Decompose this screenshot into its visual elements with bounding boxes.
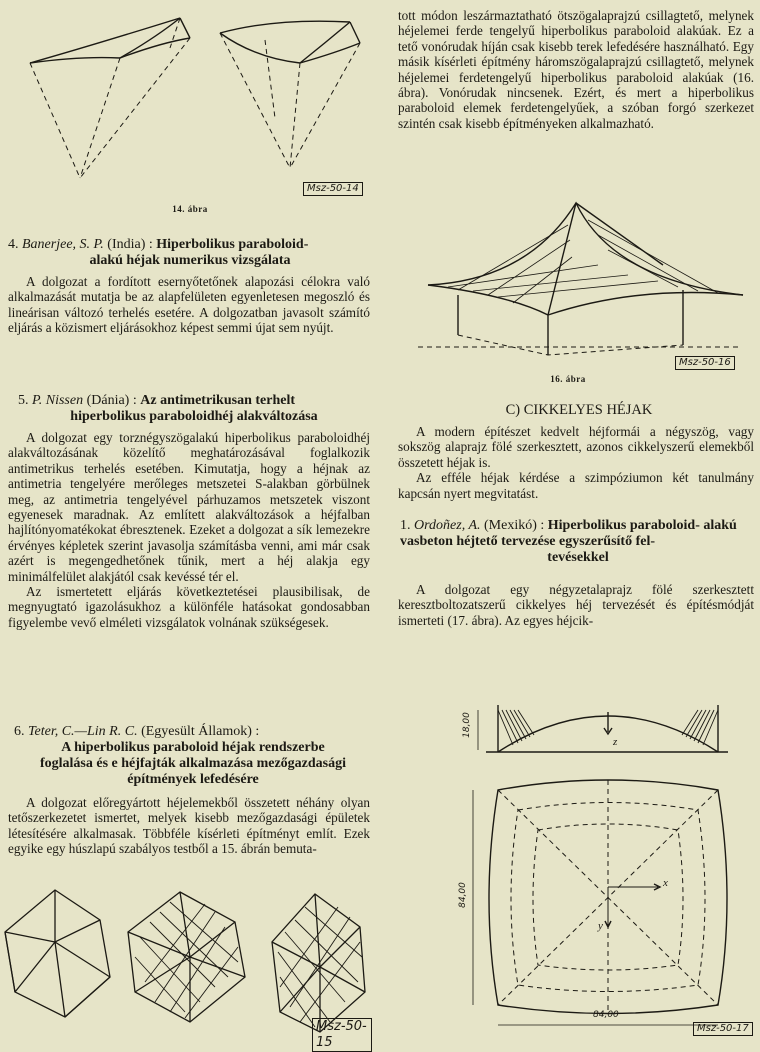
figure-17-axis-y: y xyxy=(598,920,603,932)
section-4-title-2: alakú héjak numerikus vizsgálata xyxy=(89,253,291,268)
section-5-paragraph-1: A dolgozat egy torznégyszögalakú hiperbolikus paraboloidhéj alakváltozásának közelítő meghatározásával foglalkozik antimetrikus terhelés esetében. Kimutatja, hogy a héjnak az antimetria tengelyére merőleges metszetei S-alakban görbülnek meg, az antimetria tengelyével párhuzamos metszetek viszont egyenesek maradnak. Az említett alakváltozások a héjfalban hajlítónyomatékokat ébresztenek. Ezeket a dolgozat a sík lemezekre érvényes képletek szerint javasolja számításba venni, ami már csak azért is megengedhetőnek tűnik, mert a héj alakja egy minimálfelület alakjától csak kevéssé tér el. xyxy=(8,430,370,584)
section-6-title-2: foglalása és e héjfajták alkalmazása mezőgazdasági xyxy=(39,756,347,771)
figure-16-drawing xyxy=(398,195,758,370)
figure-16-caption: 16. ábra xyxy=(550,374,586,384)
section-5-heading xyxy=(18,393,370,425)
section-4-country: (India) : xyxy=(107,237,153,252)
section-c1-title-2: alakú vasbeton héjtető tervezése egyszerűsítő fel- xyxy=(400,518,737,549)
section-5-number: 5. xyxy=(18,393,29,408)
continued-paragraph-text: tott módon leszármaztatható ötszögalaprajzú csillagtető, melynek héjelemei ferde tengelyű hiperbolikus paraboloid alakúak. Ez a tető vonórudak híján csak kisebb terek lefedésére használható. Egy másik kísérleti építmény háromszögalaprajzú csillagtető, melynek héjelemei ferdetengelyű hiperbolikus paraboloid alakúak (16. ábra). Vonórudak nincsenek. Ezért, és mert a hiperbolikus paraboloid elemek ferdetengelyűek, a szóban forgó szerkezet szintén csak kisebb építményeken alkalmazható. xyxy=(398,8,754,131)
section-c-paragraph-1: A modern építészet kedvelt héjformái a négyszög, vagy sokszög alaprajz fölé szerkesztett, azonos cikkelyszerű elemekből összetett héjak is. xyxy=(398,424,754,470)
section-c-body xyxy=(398,424,754,501)
figure-17 xyxy=(458,650,758,1038)
section-6-number: 6. xyxy=(14,724,25,739)
figure-15-drawing xyxy=(0,882,372,1038)
section-c1-title-3: tevésekkel xyxy=(547,550,609,565)
section-4-title-1: Hiperbolikus paraboloid- xyxy=(156,237,309,252)
figure-15-stamp: Msz-50-15 xyxy=(312,1018,372,1052)
section-c-title: C) CIKKELYES HÉJAK xyxy=(505,402,653,418)
section-6-paragraph: A dolgozat előregyártott héjelemekből összetett néhány olyan tetőszerkezetet ismertet, melyek kisebb mezőgazdasági épületek létesítésére alkalmasak. Többféle kísérleti építményt említ. Ezek egyike egy húszlapú szabályos testből a 15. ábrán bemuta- xyxy=(8,795,370,857)
figure-14-drawing xyxy=(20,8,370,203)
section-6-heading xyxy=(14,724,372,788)
section-5-country: (Dánia) : xyxy=(86,393,137,408)
figure-16 xyxy=(398,195,758,370)
section-6-author: Teter, C.—Lin R. C. xyxy=(28,724,138,739)
section-5-title-1: Az antimetrikusan terhelt xyxy=(140,393,296,408)
section-5-title-2: hiperbolikus paraboloidhéj alakváltozása xyxy=(70,409,318,424)
section-4-heading xyxy=(8,237,372,269)
figure-14-stamp: Msz-50-14 xyxy=(303,182,363,196)
section-c1-heading xyxy=(400,518,756,566)
figure-17-dim-height: 18,00 xyxy=(461,712,472,738)
section-6-body xyxy=(8,795,370,857)
section-6-title-1: A hiperbolikus paraboloid héjak rendszerbe xyxy=(61,740,325,755)
section-6-country: (Egyesült Államok) : xyxy=(141,724,260,739)
figure-17-dim-side: 84,00 xyxy=(457,882,468,908)
section-c1-country: (Mexikó) : xyxy=(484,518,545,533)
section-4-body xyxy=(8,274,370,336)
figure-14-caption: 14. ábra xyxy=(172,204,208,214)
figure-17-dim-bottom: 84,00 xyxy=(593,1010,619,1020)
section-5-paragraph-2: Az ismertetett eljárás következtetései plausibilisak, de megnyugtató igazolásukhoz a különféle hatásokat gondosabban figyelembe vevő elméleti vizsgálatok volnának szükségesek. xyxy=(8,584,370,630)
section-c1-body xyxy=(398,582,754,628)
section-4-paragraph: A dolgozat a fordított esernyőtetőnek alapozási célokra való alkalmazását mutatja be az alapfelületen egyenletesen megoszló és lineárisan változó terhelés esetére. A dolgozatban javasolt számító eljárás a közismert eljárásokhoz képest semmi újat sem nyújt. xyxy=(8,274,370,336)
section-5-body xyxy=(8,430,370,630)
section-4-author: Banerjee, S. P. xyxy=(22,237,104,252)
figure-17-drawing xyxy=(458,650,758,1038)
section-5-author: P. Nissen xyxy=(32,393,84,408)
section-6-title-3: építmények lefedésére xyxy=(127,772,259,787)
figure-14 xyxy=(20,8,370,203)
section-c1-paragraph: A dolgozat egy négyzetalaprajz fölé szerkesztett keresztboltozatszerű cikkelyes héj tervezését és építésmódját ismerteti (17. ábra). Az egyes héjcik- xyxy=(398,582,754,628)
section-c1-number: 1. xyxy=(400,518,411,533)
section-c1-author: Ordoñez, A. xyxy=(414,518,481,533)
section-c-paragraph-2: Az efféle héjak kérdése a szimpóziumon két tanulmány kapcsán nyert megvitatást. xyxy=(398,470,754,501)
figure-17-axis-z: z xyxy=(613,736,618,748)
section-c1-title-1: Hiperbolikus paraboloid- xyxy=(547,518,700,533)
figure-16-stamp: Msz-50-16 xyxy=(675,356,735,370)
figure-17-stamp: Msz-50-17 xyxy=(693,1022,753,1036)
figure-17-axis-x: x xyxy=(663,877,668,889)
section-4-number: 4. xyxy=(8,237,19,252)
figure-15 xyxy=(0,882,372,1050)
continued-paragraph xyxy=(398,8,754,131)
